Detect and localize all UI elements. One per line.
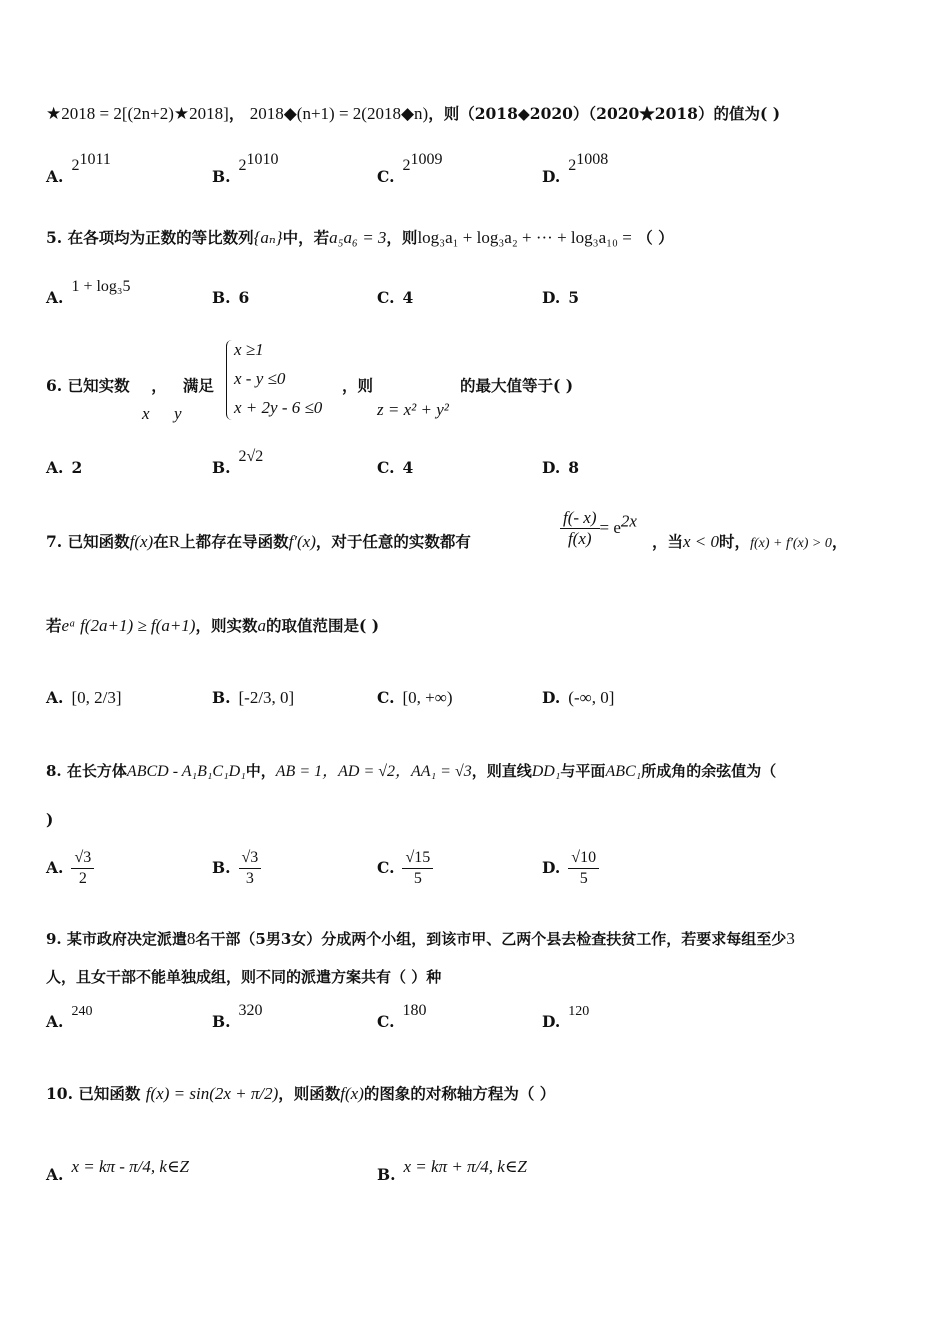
q5-expression: log₃a₁ + log₃a₂ + ··· + log₃a₁₀ = (417, 228, 632, 247)
q4-expression: 2018◆2020）（2020★2018）的值为( (474, 104, 768, 123)
q7-option-b[interactable]: B. [-2/3, 0] (212, 688, 295, 707)
q9-option-c[interactable]: C.180 (377, 1002, 427, 1031)
q8-option-b[interactable]: B. $\frac{√3}{3}$ (212, 848, 261, 889)
q10-function-def: f(x) = sin(2x + π/2) (145, 1084, 279, 1103)
q4-stem: ★2018 = 2[(2n+2)★2018]， 2018◆(n+1) = 2(2018◆n)，则（2018◆2020）（2020★2018）的值为( ) (46, 104, 781, 123)
q10-option-a[interactable]: A. x = kπ - π/4, k∈Z (46, 1157, 190, 1184)
q4-definition: ★2018 = 2[(2n+2)★2018] (46, 104, 229, 123)
q7-stem-line2: 若eᵃ f(2a+1) ≥ f(a+1)，则实数a的取值范围是( ) (46, 616, 380, 635)
q6-option-b[interactable]: B.2√2 (212, 448, 264, 477)
q7-option-c[interactable]: C. [0, +∞) (377, 688, 453, 707)
q5-option-c[interactable]: C. 4 (377, 288, 414, 307)
q10-number: 10. (46, 1084, 73, 1103)
q7-option-a[interactable]: A. [0, 2/3] (46, 688, 122, 707)
q6-constraint-1: x ≥1 (234, 340, 264, 359)
q4-option-d[interactable]: $D.2^{1008}$ (542, 151, 609, 187)
q9-option-a[interactable]: A.240 (46, 1004, 93, 1031)
q6-objective: z = x² + y² (377, 400, 449, 419)
q6-option-a[interactable]: A. 2 (46, 458, 83, 477)
q9-stem: 9. 某市政府决定派遣8名干部（5男3女）分成两个小组，到该市甲、乙两个县去检查扶贫工作，若要求每组至少3 (46, 929, 795, 948)
q8-option-a[interactable]: A. $\frac{√3}{2}$ (46, 848, 94, 889)
q7-number: 7. (46, 532, 63, 551)
q6-option-c[interactable]: C. 4 (377, 458, 414, 477)
q5-number: 5. (46, 228, 63, 247)
q9-option-d[interactable]: D.120 (542, 1004, 590, 1031)
q8-close: ) (46, 810, 54, 829)
q7-stem-tail: ，当x < 0时，f(x) + f′(x) > 0， (652, 532, 848, 551)
q6-var-y: y (174, 404, 182, 423)
q10-stem: 10. 已知函数 f(x) = sin(2x + π/2)，则函数f(x)的图象的对称轴方程为（ ） (46, 1084, 556, 1103)
q5-condition: a₅a₆ = 3 (329, 228, 387, 247)
q5-option-d[interactable]: D. 5 (542, 288, 580, 307)
q6-constraint-2: x - y ≤0 (234, 369, 286, 388)
q8-number: 8. (46, 762, 62, 780)
q9-stem-line2: 人，且女干部不能单独成组，则不同的派遣方案共有（ ）种 (46, 968, 442, 986)
q8-option-d[interactable]: D. $\frac{√10}{5}$ (542, 848, 599, 889)
q6-option-d[interactable]: D. 8 (542, 458, 580, 477)
q9-number: 9. (46, 930, 62, 948)
q8-stem: 8. 在长方体ABCD - A₁B₁C₁D₁中，AB = 1，AD = √2，AA₁ = √3，则直线DD₁与平面ABC₁所成角的余弦值为（ (46, 762, 777, 780)
q6-number: 6. (46, 376, 63, 395)
q7-stem: 7. 已知函数f(x)在R上都存在导函数f′(x)，对于任意的实数都有 (46, 532, 471, 551)
q6-stem: 6. 已知实数 ， 满足 (46, 376, 214, 395)
q5-option-b[interactable]: B. 6 (212, 288, 250, 307)
q5-option-a[interactable]: A.1 + log₃5 (46, 278, 131, 307)
q6-question: 的最大值等于( ) (460, 376, 574, 395)
q6-stem-tail: ，则 (342, 376, 374, 395)
q4-relation: 2018◆(n+1) = 2(2018◆n) (249, 104, 429, 123)
q6-constraint-3: x + 2y - 6 ≤0 (234, 398, 323, 417)
q4-option-b[interactable]: $B.2^{1010}$ (212, 151, 279, 187)
q7-fraction: $\frac{f(- x)}{f(x)}$ = $e^{2x}$ (560, 508, 637, 549)
q10-option-b[interactable]: B. x = kπ + π/4, k∈Z (377, 1157, 527, 1184)
q9-option-b[interactable]: B.320 (212, 1002, 263, 1031)
q8-option-c[interactable]: C. $\frac{√15}{5}$ (377, 848, 433, 889)
q7-option-d[interactable]: D. (-∞, 0] (542, 688, 615, 707)
q4-option-a[interactable]: $A.2^{1011}$ (46, 151, 111, 187)
q6-system-brace (226, 340, 233, 420)
q6-var-x: x (142, 404, 150, 423)
q5-sequence: {aₙ} (253, 228, 283, 247)
q4-option-c[interactable]: $C.2^{1009}$ (377, 151, 443, 187)
q5-stem: 5. 在各项均为正数的等比数列{aₙ}中，若a₅a₆ = 3，则log₃a₁ + log₃a₂ + ··· + log₃a₁₀ = （ ） (46, 228, 674, 247)
